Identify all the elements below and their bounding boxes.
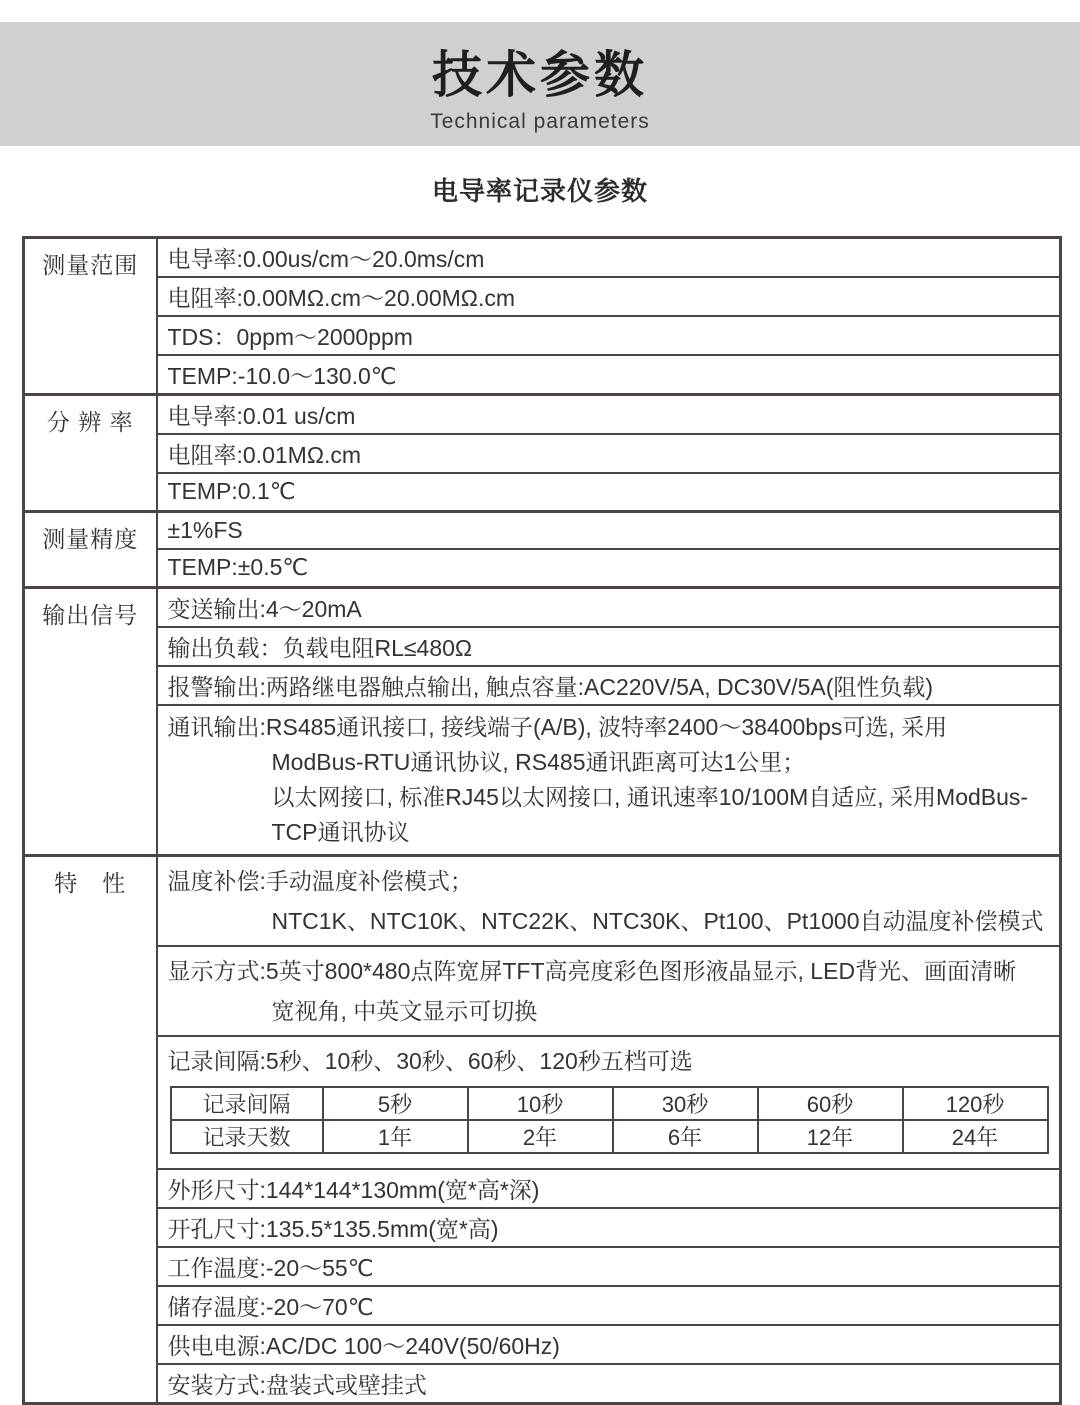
table-row bbox=[24, 511, 1061, 549]
table-row bbox=[24, 238, 1061, 278]
table-row bbox=[24, 1247, 1061, 1286]
record-interval-table bbox=[170, 1086, 1049, 1154]
spec-value-cell: 电阻率:0.01MΩ.cm bbox=[157, 434, 1061, 473]
spec-value-cell: 工作温度:-20～55℃ bbox=[157, 1247, 1061, 1286]
spec-value-cell: 安装方式:盘装式或壁挂式 bbox=[157, 1364, 1061, 1404]
page-title: 技术参数 bbox=[432, 46, 648, 103]
spec-value-cell bbox=[157, 1036, 1061, 1169]
table-row bbox=[24, 1286, 1061, 1325]
spec-value-line: 以太网接口, 标准RJ45以太网接口, 通讯速率10/100M自适应, 采用ModBus- bbox=[271, 783, 1029, 810]
spec-value-cell bbox=[157, 855, 1061, 946]
table-row bbox=[24, 355, 1061, 395]
table-row bbox=[24, 316, 1061, 355]
record-header-cell: 10秒 bbox=[468, 1087, 613, 1120]
spec-value-cell: 供电电源:AC/DC 100～240V(50/60Hz) bbox=[157, 1325, 1061, 1364]
header-banner bbox=[0, 22, 1080, 146]
table-row bbox=[24, 473, 1061, 511]
spec-value-cell: 报警输出:两路继电器触点输出, 触点容量:AC220V/5A, DC30V/5A(阻性负载) bbox=[157, 666, 1061, 705]
record-header-cell: 5秒 bbox=[323, 1087, 468, 1120]
spec-value-cell: 电导率:0.00us/cm～20.0ms/cm bbox=[157, 238, 1061, 278]
table-row bbox=[24, 1169, 1061, 1208]
spec-value-line: 通讯输出:RS485通讯接口, 接线端子(A/B), 波特率2400～38400bps可选, 采用 bbox=[167, 713, 948, 740]
table-row bbox=[24, 587, 1061, 627]
record-data-cell: 记录天数 bbox=[171, 1120, 323, 1153]
spec-value-line: 显示方式:5英寸800*480点阵宽屏TFT高亮度彩色图形液晶显示, LED背光、画面清晰 bbox=[167, 957, 1017, 984]
spec-category-label: 分 辨 率 bbox=[24, 395, 157, 512]
spec-value-cell bbox=[157, 946, 1061, 1036]
table-row bbox=[24, 705, 1061, 856]
record-header-cell: 记录间隔 bbox=[171, 1087, 323, 1120]
spec-value-cell: ±1%FS bbox=[157, 511, 1061, 549]
table-row bbox=[24, 1036, 1061, 1169]
spec-value-cell: 电导率:0.01 us/cm bbox=[157, 395, 1061, 435]
table-row bbox=[24, 627, 1061, 666]
spec-value-line: 温度补偿:手动温度补偿模式； bbox=[167, 867, 473, 894]
table-row bbox=[24, 277, 1061, 316]
table-row bbox=[24, 855, 1061, 946]
record-table-data-row bbox=[171, 1120, 1048, 1153]
spec-value-line: 宽视角, 中英文显示可切换 bbox=[271, 997, 538, 1024]
spec-value-cell: 储存温度:-20～70℃ bbox=[157, 1286, 1061, 1325]
spec-category-label: 测量精度 bbox=[24, 511, 157, 587]
spec-value-cell: 外形尺寸:144*144*130mm(宽*高*深) bbox=[157, 1169, 1061, 1208]
table-row bbox=[24, 395, 1061, 435]
record-table-header-row bbox=[171, 1087, 1048, 1120]
spec-value-cell: TEMP:-10.0～130.0℃ bbox=[157, 355, 1061, 395]
table-row bbox=[24, 946, 1061, 1036]
page bbox=[0, 22, 1080, 1398]
spec-category-label: 测量范围 bbox=[24, 238, 157, 395]
table-row bbox=[24, 666, 1061, 705]
spec-value-cell: TEMP:±0.5℃ bbox=[157, 549, 1061, 587]
table-row bbox=[24, 549, 1061, 587]
record-data-cell: 1年 bbox=[323, 1120, 468, 1153]
record-data-cell: 2年 bbox=[468, 1120, 613, 1153]
spec-value-cell: TEMP:0.1℃ bbox=[157, 473, 1061, 511]
spec-value-line: TCP通讯协议 bbox=[271, 818, 410, 845]
record-data-cell: 6年 bbox=[613, 1120, 758, 1153]
table-row bbox=[24, 1208, 1061, 1247]
spec-value-line: NTC1K、NTC10K、NTC22K、NTC30K、Pt100、Pt1000自动温度补偿模式 bbox=[271, 907, 1044, 934]
spec-value-cell: TDS：0ppm～2000ppm bbox=[157, 316, 1061, 355]
table-row bbox=[24, 1364, 1061, 1404]
spec-value-line: 记录间隔:5秒、10秒、30秒、60秒、120秒五档可选 bbox=[167, 1047, 693, 1074]
product-params-title: 电导率记录仪参数 bbox=[431, 176, 648, 206]
record-data-cell: 24年 bbox=[903, 1120, 1048, 1153]
spec-table bbox=[22, 236, 1062, 1405]
record-header-cell: 30秒 bbox=[613, 1087, 758, 1120]
spec-value-line: ModBus-RTU通讯协议, RS485通讯距离可达1公里； bbox=[271, 748, 806, 775]
spec-category-label: 特 性 bbox=[24, 855, 157, 1403]
spec-category-label: 输出信号 bbox=[24, 587, 157, 855]
spec-value-cell: 电阻率:0.00MΩ.cm～20.00MΩ.cm bbox=[157, 277, 1061, 316]
page-subtitle-en: Technical parameters bbox=[430, 109, 650, 133]
table-row bbox=[24, 434, 1061, 473]
spec-value-cell: 变送输出:4～20mA bbox=[157, 587, 1061, 627]
record-data-cell: 12年 bbox=[758, 1120, 903, 1153]
table-row bbox=[24, 1325, 1061, 1364]
record-header-cell: 60秒 bbox=[758, 1087, 903, 1120]
record-header-cell: 120秒 bbox=[903, 1087, 1048, 1120]
spec-value-cell bbox=[157, 705, 1061, 856]
spec-value-cell: 开孔尺寸:135.5*135.5mm(宽*高) bbox=[157, 1208, 1061, 1247]
spec-value-cell: 输出负载：负载电阻RL≤480Ω bbox=[157, 627, 1061, 666]
